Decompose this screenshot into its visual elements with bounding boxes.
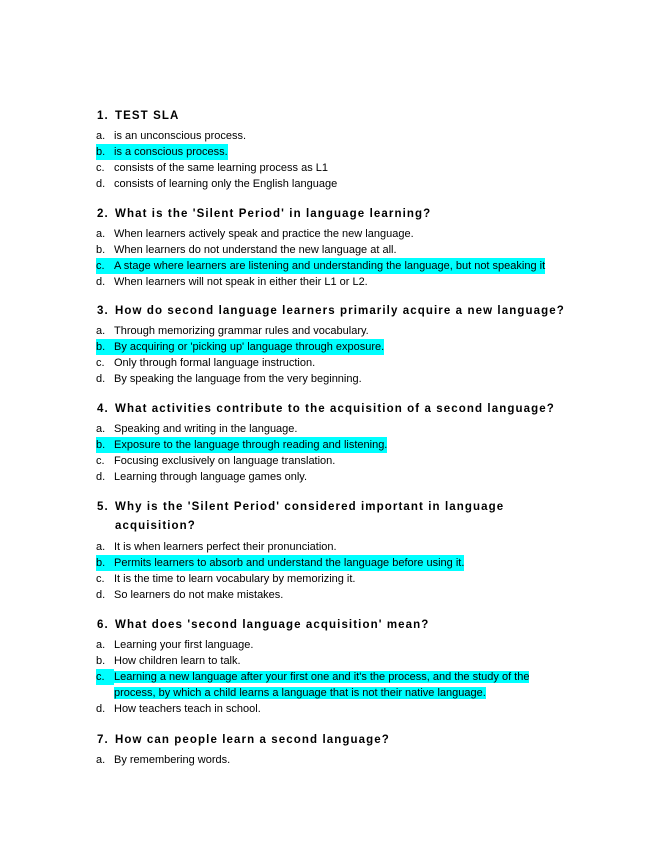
question-4 bbox=[97, 400, 627, 485]
question-title bbox=[97, 400, 627, 418]
option-b-correct: b. Permits learners to absorb and understand the language before using it. bbox=[96, 557, 465, 569]
question-title bbox=[97, 302, 627, 320]
option-b-correct: b. By acquiring or 'picking up' language through exposure. bbox=[96, 341, 385, 353]
question-number: 1. bbox=[97, 110, 109, 122]
question-text: What is the 'Silent Period' in language learning? bbox=[115, 208, 432, 220]
question-1 bbox=[97, 107, 627, 192]
question-7 bbox=[97, 731, 627, 768]
option-c: c. Only through formal language instruction. bbox=[96, 357, 316, 369]
question-text: What activities contribute to the acquisition of a second language? bbox=[115, 403, 555, 415]
question-number: 2. bbox=[97, 208, 109, 220]
option-a: a. Speaking and writing in the language. bbox=[96, 423, 298, 435]
option-c: c. Focusing exclusively on language translation. bbox=[96, 455, 336, 467]
question-5 bbox=[97, 498, 517, 603]
option-b: b. How children learn to talk. bbox=[96, 655, 241, 667]
question-number: 7. bbox=[97, 734, 109, 746]
question-title bbox=[97, 731, 627, 749]
question-number: 6. bbox=[97, 619, 109, 631]
option-d: d. consists of learning only the English language bbox=[96, 178, 338, 190]
option-a: a. Through memorizing grammar rules and vocabulary. bbox=[96, 325, 369, 337]
question-title bbox=[97, 498, 517, 536]
question-number: 5. bbox=[97, 501, 109, 513]
option-a: a. When learners actively speak and practice the new language. bbox=[96, 228, 414, 240]
option-d: d. How teachers teach in school. bbox=[96, 703, 261, 715]
option-a: a. Learning your first language. bbox=[96, 639, 254, 651]
option-d: d. By speaking the language from the very beginning. bbox=[96, 373, 362, 385]
option-d: d. Learning through language games only. bbox=[96, 471, 308, 483]
option-a: a. is an unconscious process. bbox=[96, 130, 247, 142]
question-6 bbox=[97, 616, 627, 717]
question-text: What does 'second language acquisition' mean? bbox=[115, 619, 430, 631]
option-d: d. When learners will not speak in either their L1 or L2. bbox=[96, 276, 368, 288]
question-title bbox=[97, 205, 627, 223]
option-b-correct: b. is a conscious process. bbox=[96, 146, 228, 158]
question-3 bbox=[97, 302, 627, 387]
question-2 bbox=[97, 205, 627, 290]
option-c: c. consists of the same learning process as L1 bbox=[96, 162, 329, 174]
question-text: Why is the 'Silent Period' considered important in language acquisition? bbox=[115, 501, 505, 532]
option-c: c. It is the time to learn vocabulary by memorizing it. bbox=[96, 573, 356, 585]
question-title bbox=[97, 616, 627, 634]
option-c-correct: c. A stage where learners are listening and understanding the language, but not speaking it bbox=[96, 260, 546, 272]
question-text: TEST SLA bbox=[115, 110, 180, 122]
question-number: 3. bbox=[97, 305, 109, 317]
question-text: How do second language learners primarily acquire a new language? bbox=[115, 305, 565, 317]
question-number: 4. bbox=[97, 403, 109, 415]
option-b-correct: b. Exposure to the language through reading and listening. bbox=[96, 439, 388, 451]
option-a: a. It is when learners perfect their pronunciation. bbox=[96, 541, 337, 553]
option-b: b. When learners do not understand the new language at all. bbox=[96, 244, 397, 256]
option-d: d. So learners do not make mistakes. bbox=[96, 589, 284, 601]
question-title bbox=[97, 107, 627, 125]
option-a: a. By remembering words. bbox=[96, 754, 231, 766]
option-c-correct: c. Learning a new language after your first one and it's the process, and the study of the process, by which a child learns a language that is not their native language. bbox=[96, 671, 530, 699]
question-text: How can people learn a second language? bbox=[115, 734, 390, 746]
